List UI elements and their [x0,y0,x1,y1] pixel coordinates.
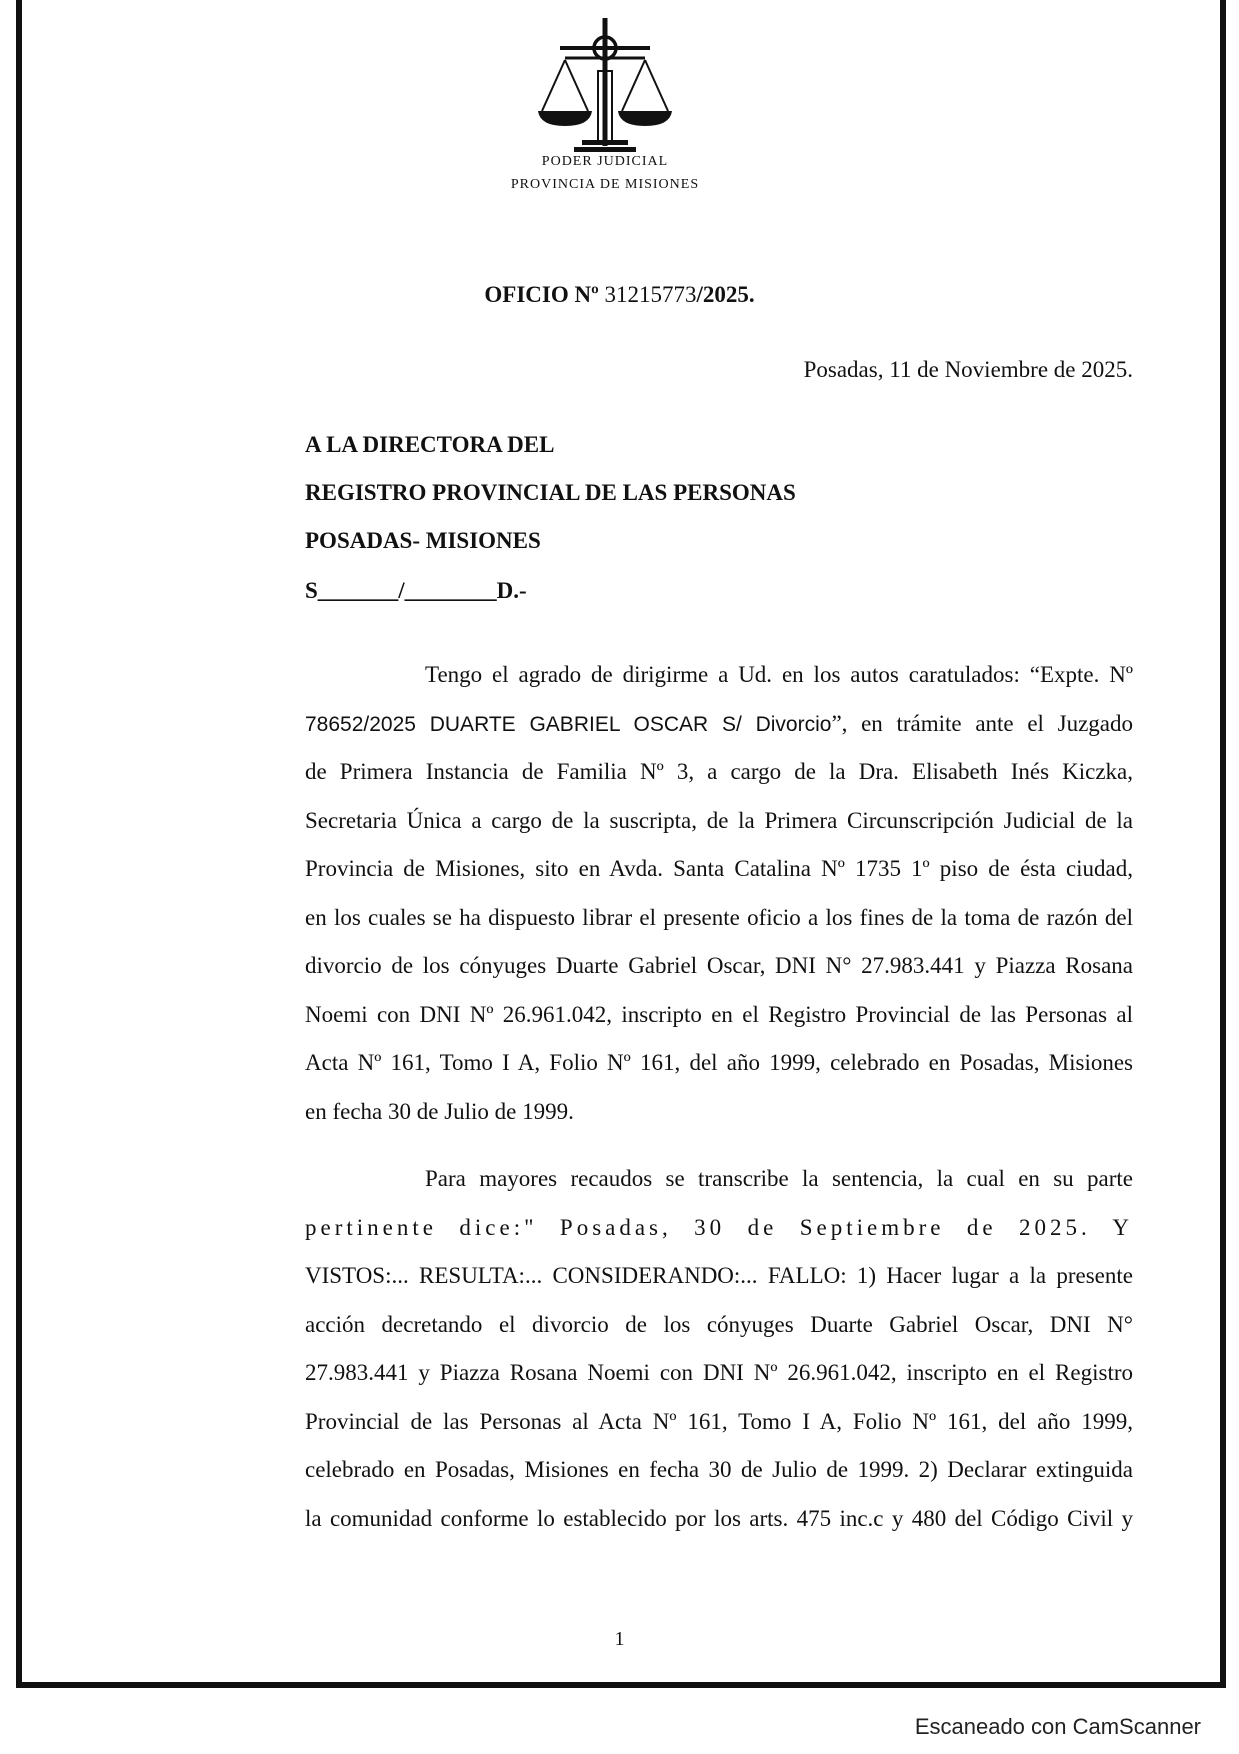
paragraph-1-line: de Primera Instancia de Familia Nº 3, a cargo de la Dra. Elisabeth Inés Kiczka, [305,759,1133,784]
addressee-line1: A LA DIRECTORA DEL [305,432,555,457]
oficio-prefix: OFICIO Nº [484,282,599,307]
paragraph-2-line: la comunidad conforme lo establecido por los arts. 475 inc.c y 480 del Código Civil y [305,1505,1133,1531]
addressee-line2: REGISTRO PROVINCIAL DE LAS PERSONAS [305,480,796,505]
case-title: 78652/2025 DUARTE GABRIEL OSCAR S/ Divorcio [305,712,832,736]
page-number: 1 [614,1628,625,1650]
paragraph-2-line: celebrado en Posadas, Misiones en fecha 30 de Julio de 1999. 2) Declarar extinguida [305,1457,1133,1482]
oficio-title [0,282,1239,308]
letter-date: Posadas, 11 de Noviembre de 2025. [803,357,1133,382]
seal-text-line2: PROVINCIA DE MISIONES [510,177,700,192]
addressee-line3: POSADAS- MISIONES [305,528,541,553]
paragraph-1-line [305,700,1133,749]
scales-of-justice-seal-icon [530,16,680,156]
paragraph-2-line: pertinente dice:" Posadas, 30 de Septiembre de 2025. Y [305,1214,1133,1240]
seal-text-line1: PODER JUDICIAL [541,154,669,169]
paragraph-1-line-rest: ”, en trámite ante el Juzgado [831,710,1133,736]
paragraph-1-line: Provincia de Misiones, sito en Avda. Santa Catalina Nº 1735 1º piso de ésta ciudad, [305,856,1133,881]
paragraph-2-line: Para mayores recaudos se transcribe la sentencia, la cual en su parte [425,1166,1133,1191]
oficio-number: 31215773 [604,282,697,307]
paragraph-1-line: Noemi con DNI Nº 26.961.042, inscripto en el Registro Provincial de las Personas al [305,1001,1133,1027]
paragraph-1 [305,651,1133,1136]
paragraph-2-line: Provincial de las Personas al Acta Nº 161, Tomo I A, Folio Nº 161, del año 1999, [305,1408,1133,1434]
paragraph-2-line: VISTOS:... RESULTA:... CONSIDERANDO:... FALLO: 1) Hacer lugar a la presente [305,1263,1133,1288]
addressee-salutation: S_______/________D.- [305,578,527,603]
paragraph-2 [305,1155,1133,1543]
paragraph-2-line: acción decretando el divorcio de los cónyuges Duarte Gabriel Oscar, DNI N° [305,1311,1133,1337]
paragraph-1-line: Acta Nº 161, Tomo I A, Folio Nº 161, del año 1999, celebrado en Posadas, Misiones [305,1050,1133,1075]
paragraph-2-line: 27.983.441 y Piazza Rosana Noemi con DNI Nº 26.961.042, inscripto en el Registro [305,1360,1133,1385]
camscanner-watermark: Escaneado con CamScanner [914,1714,1201,1739]
paragraph-1-line: divorcio de los cónyuges Duarte Gabriel Oscar, DNI N° 27.983.441 y Piazza Rosana [305,953,1133,978]
paragraph-1-line: Secretaria Única a cargo de la suscripta, de la Primera Circunscripción Judicial de la [305,807,1133,833]
paragraph-1-line: Tengo el agrado de dirigirme a Ud. en los autos caratulados: “Expte. Nº [425,662,1133,687]
paragraph-1-line: en fecha 30 de Julio de 1999. [305,1098,574,1124]
paragraph-1-line: en los cuales se ha dispuesto librar el presente oficio a los fines de la toma de razón del [305,904,1133,930]
oficio-suffix: /2025. [696,282,755,307]
